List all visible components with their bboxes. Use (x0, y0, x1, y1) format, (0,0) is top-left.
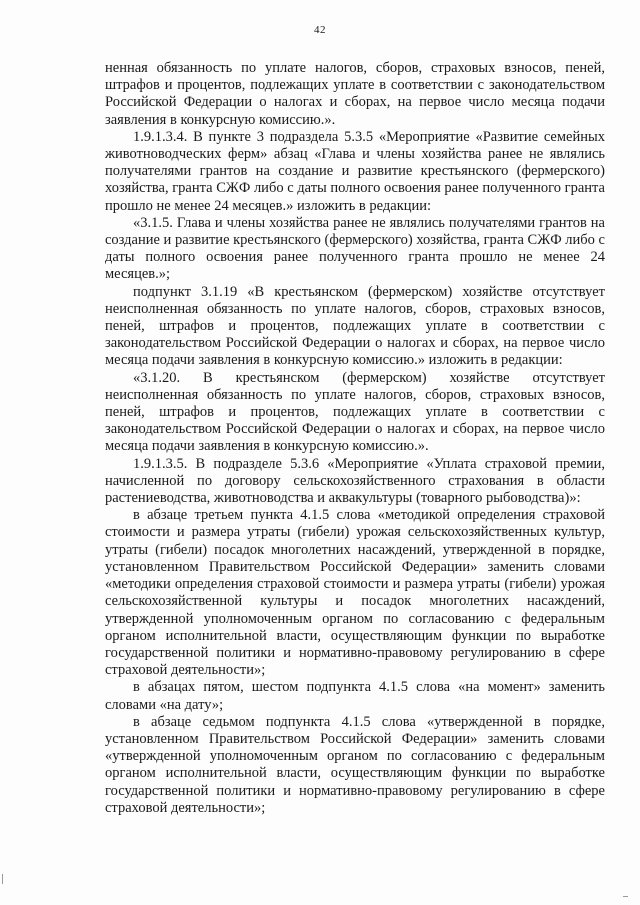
scan-corner-mark (623, 896, 628, 897)
paragraph-quote-3-1-20: «3.1.20. В крестьянском (фермерском) хозяйстве отсутствует неисполненная обязанность по уплате налогов, сборов, страховых взносов, пеней, штрафов и процентов, подлежащих уплате в соответствии с законодательством Российской Федерации о налогах и сборах, на первое число месяца подачи заявления в конкурсную комиссию.». (105, 369, 605, 455)
page-number: 42 (314, 24, 326, 36)
paragraph-1-9-1-3-5: 1.9.1.3.5. В подразделе 5.3.6 «Мероприятие «Уплата страховой премии, начисленной по договору сельскохозяйственного страхования в области растениеводства, животноводства и аквакультуры (товарного рыбоводства)»: (105, 455, 605, 507)
paragraph-abzac-seventh: в абзаце седьмом подпункта 4.1.5 слова «утвержденной в порядке, установленном Правительством Российской Федерации» заменить словами «утвержденной уполномоченным органом по согласованию с федеральным органом исполнительной власти, осуществляющим функции по выработке государственной политики и нормативно-правовому регулированию в сфере страховой деятельности»; (105, 713, 605, 816)
paragraph-abzac-third: в абзаце третьем пункта 4.1.5 слова «методикой определения страховой стоимости и размера утраты (гибели) урожая сельскохозяйственных культур, утраты (гибели) посадок многолетних насаждений, утвержденной в порядке, установленном Правительством Российской Федерации» заменить словами «методики определения страховой стоимости и размера утраты (гибели) урожая сельскохозяйственной культуры и посадок многолетних насаждений, утвержденной уполномоченным органом по согласованию с федеральным органом исполнительной власти, осуществляющим функции по выработке государственной политики и нормативно-правовому регулированию в сфере страховой деятельности»; (105, 507, 605, 679)
paragraph-continuation: ненная обязанность по уплате налогов, сборов, страховых взносов, пеней, штрафов и процентов, подлежащих уплате в соответствии с законодательством Российской Федерации о налогах и сборах, на первое число месяца подачи заявления в конкурсную комиссию.». (105, 60, 605, 128)
document-body (105, 60, 605, 817)
paragraph-abzac-fifth-sixth: в абзацах пятом, шестом подпункта 4.1.5 слова «на момент» заменить словами «на дату»; (105, 679, 605, 713)
paragraph-subpoint-3-1-19: подпункт 3.1.19 «В крестьянском (фермерском) хозяйстве отсутствует неисполненная обязанность по уплате налогов, сборов, страховых взносов, пеней, штрафов и процентов, подлежащих уплате в соответствии с законодательством Российской Федерации о налогах и сборах, на первое число месяца подачи заявления в конкурсную комиссию.» изложить в редакции: (105, 283, 605, 369)
paragraph-1-9-1-3-4: 1.9.1.3.4. В пункте 3 подраздела 5.3.5 «Мероприятие «Развитие семейных животноводческих ферм» абзац «Глава и члены хозяйства ранее не являлись получателями грантов на создание и развитие крестьянского (фермерского) хозяйства, гранта СЖФ либо с даты полного освоения ранее полученного гранта прошло не менее 24 месяцев.» изложить в редакции: (105, 128, 605, 214)
paragraph-quote-3-1-5: «3.1.5. Глава и члены хозяйства ранее не являлись получателями грантов на создание и развитие крестьянского (фермерского) хозяйства, гранта СЖФ либо с даты полного освоения ранее полученного гранта прошло не менее 24 месяцев.»; (105, 214, 605, 283)
scan-edge-mark (2, 874, 9, 884)
